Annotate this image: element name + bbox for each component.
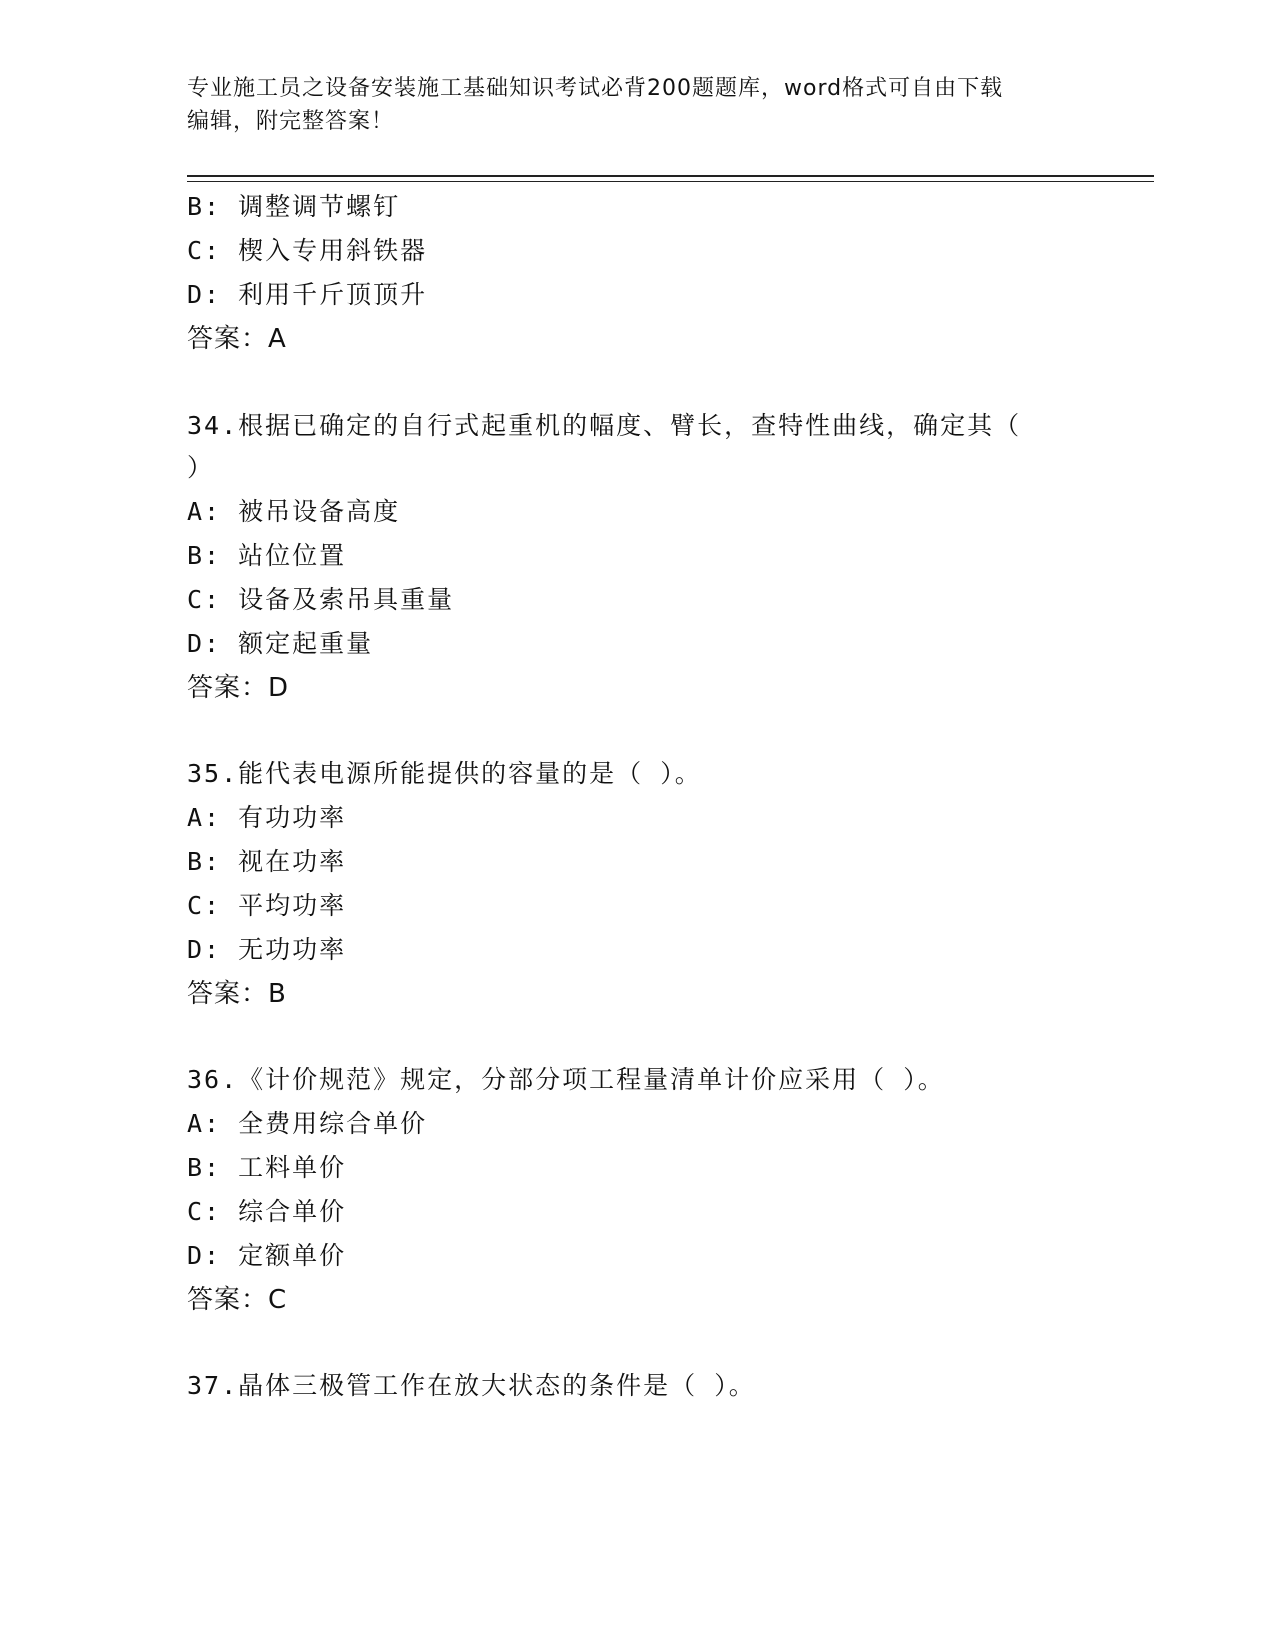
q35-option-b: B: 视在功率 [187,847,347,876]
q33-option-b: B: 调整调节螺钉 [187,192,401,221]
header-title-line-1: 专业施工员之设备安装施工基础知识考试必背200题题库，word格式可自由下载 [187,76,1004,101]
q34-question-line-2: ） [187,453,215,482]
q33-answer: 答案：A [187,324,287,354]
q34-question-line-1: 34.根据已确定的自行式起重机的幅度、臂长，查特性曲线，确定其（ [187,411,1022,440]
q36-option-b: B: 工料单价 [187,1153,347,1182]
document-header [187,72,1067,138]
q36-question: 36.《计价规范》规定，分部分项工程量清单计价应采用（ ）。 [187,1065,945,1094]
q33-option-d: D: 利用千斤顶顶升 [187,280,428,309]
header-title-line-2: 编辑，附完整答案！ [187,109,395,134]
q36-option-a: A: 全费用综合单价 [187,1109,428,1138]
q34-answer: 答案：D [187,673,290,703]
q33-option-c: C: 楔入专用斜铁器 [187,236,428,265]
q34-option-c: C: 设备及索吊具重量 [187,585,455,614]
q36-option-c: C: 综合单价 [187,1197,347,1226]
header-divider-thick [187,175,1154,177]
q34-option-d: D: 额定起重量 [187,629,374,658]
q35-question: 35.能代表电源所能提供的容量的是（ ）。 [187,759,702,788]
q37-question: 37.晶体三极管工作在放大状态的条件是（ ）。 [187,1371,756,1400]
q35-answer: 答案：B [187,979,287,1009]
q36-option-d: D: 定额单价 [187,1241,347,1270]
q35-option-d: D: 无功功率 [187,935,347,964]
q35-option-c: C: 平均功率 [187,891,347,920]
header-divider-thin [187,181,1154,182]
q36-answer: 答案：C [187,1285,288,1315]
q34-option-b: B: 站位位置 [187,541,347,570]
q35-option-a: A: 有功功率 [187,803,347,832]
q34-option-a: A: 被吊设备高度 [187,497,401,526]
